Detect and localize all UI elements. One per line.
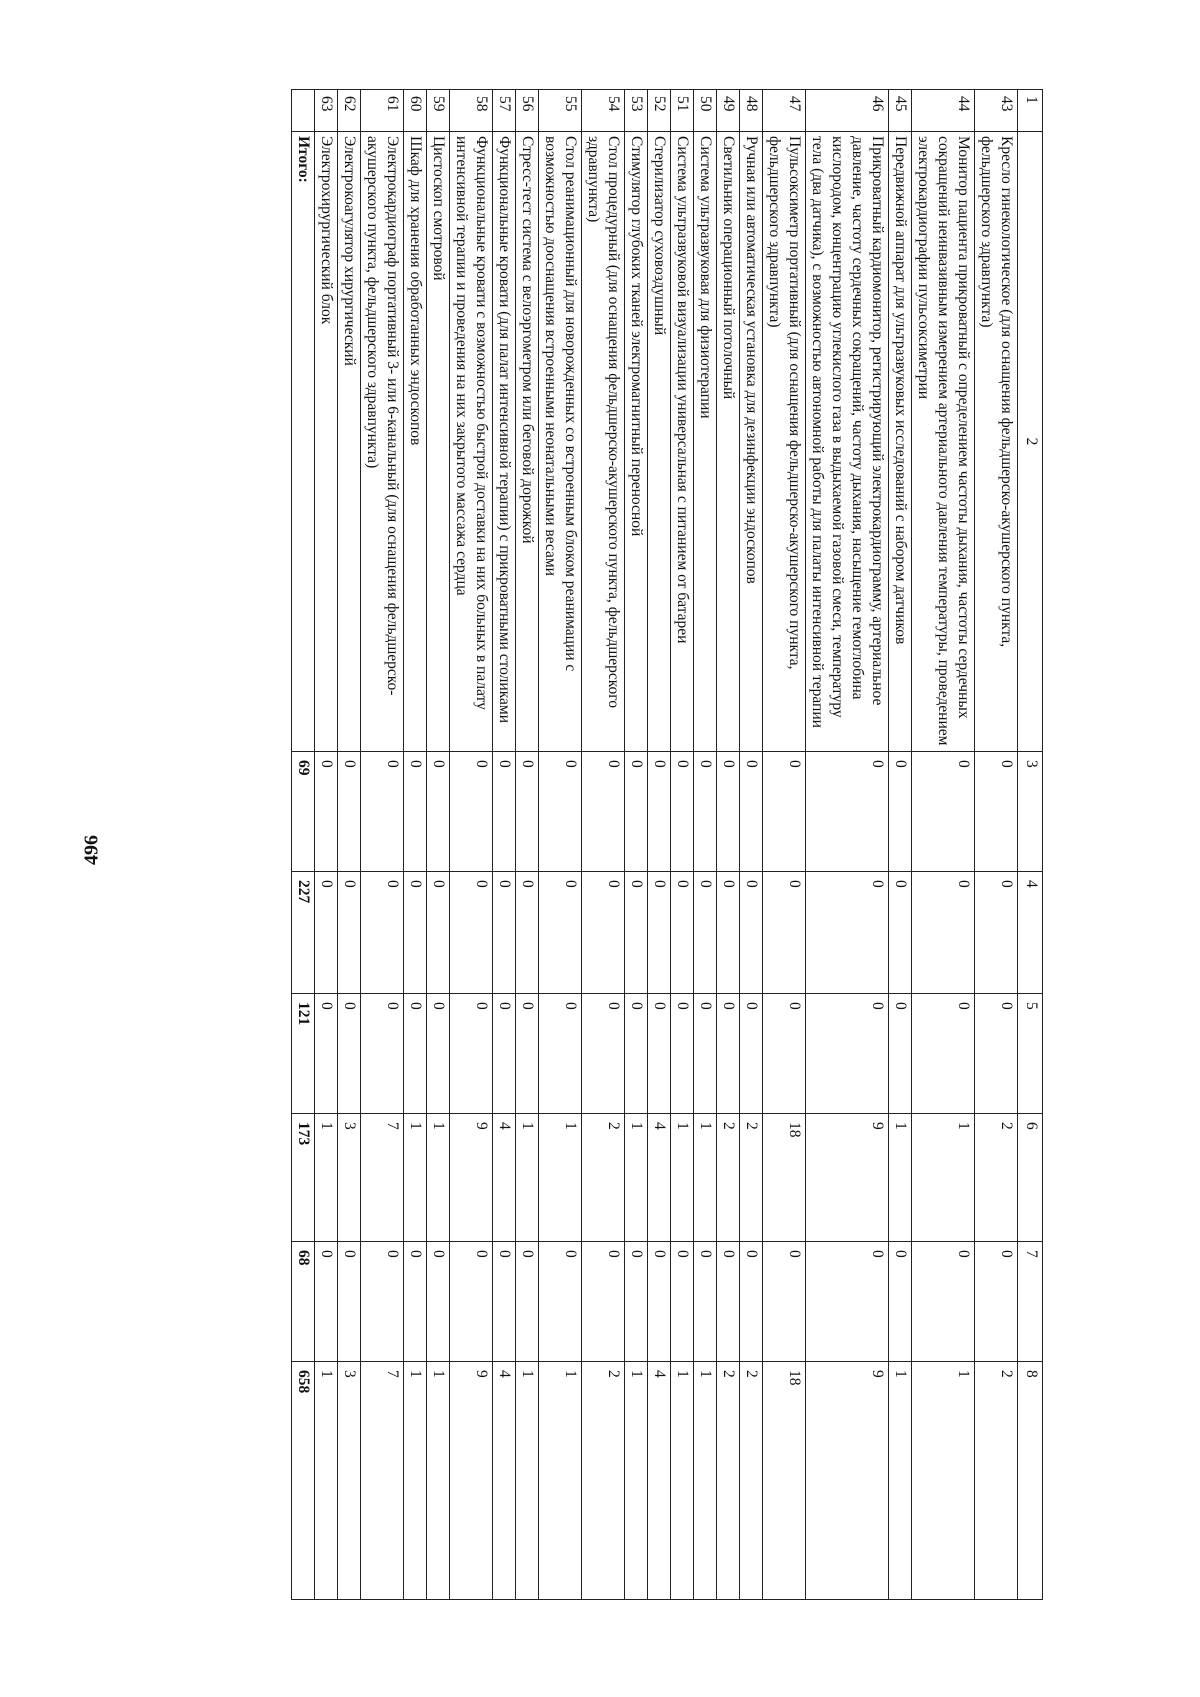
row-value-cell: 0 [694,752,717,872]
row-value-cell: 0 [315,1242,338,1362]
row-value-cell: 1 [912,1114,975,1242]
row-value-cell: 0 [740,872,763,994]
row-value-cell: 0 [740,1242,763,1362]
row-value-cell: 0 [493,994,516,1114]
row-value-cell: 0 [625,872,648,994]
row-name-cell: Светильник операционный потолочный [717,132,740,752]
row-value-cell: 0 [648,994,671,1114]
table-row [889,90,912,1600]
table-row [427,90,450,1600]
row-number-cell: 50 [694,90,717,132]
row-name-cell: Стресс-тест система с велоэргометром или беговой дорожкой [516,132,539,752]
row-value-cell: 0 [625,994,648,1114]
row-value-cell: 4 [493,1362,516,1600]
row-value-cell: 0 [694,872,717,994]
row-value-cell: 0 [648,1242,671,1362]
row-value-cell: 1 [889,1114,912,1242]
row-value-cell: 0 [625,1242,648,1362]
table-row [625,90,648,1600]
table-row [404,90,427,1600]
row-name-cell: Электрокардиограф портативный 3- или 6-канальный (для оснащения фельдшерско-акушерского пункта, фельдшерского здравпункта) [361,132,404,752]
row-value-cell: 0 [493,872,516,994]
table-row [493,90,516,1600]
header-cell: 5 [1018,994,1043,1114]
row-value-cell: 0 [671,994,694,1114]
table-row [315,90,338,1600]
row-value-cell: 0 [975,872,1018,994]
row-value-cell: 0 [806,994,889,1114]
row-number-cell: 60 [404,90,427,132]
row-value-cell: 0 [694,994,717,1114]
row-value-cell: 0 [717,872,740,994]
row-number-cell: 51 [671,90,694,132]
row-value-cell: 0 [427,752,450,872]
table-row [671,90,694,1600]
row-name-cell: Цистоскоп смотровой [427,132,450,752]
row-number-cell: 63 [315,90,338,132]
row-value-cell: 0 [975,1242,1018,1362]
header-cell: 1 [1018,90,1043,132]
row-number-cell: 46 [806,90,889,132]
row-name-cell: Пульсоксиметр портативный (для оснащения фельдшерско-акушерского пункта, фельдшерского здравпункта) [763,132,806,752]
row-number-cell: 52 [648,90,671,132]
row-value-cell: 0 [625,752,648,872]
row-value-cell: 0 [427,1242,450,1362]
total-value-cell: 227 [292,872,315,994]
row-value-cell: 0 [361,994,404,1114]
total-value-cell: 173 [292,1114,315,1242]
row-number-cell: 59 [427,90,450,132]
row-value-cell: 0 [717,994,740,1114]
row-name-cell: Система ультразвуковой визуализации универсальная с питанием от батареи [671,132,694,752]
row-number-cell: 56 [516,90,539,132]
row-value-cell: 2 [740,1362,763,1600]
row-name-cell: Монитор пациента прикроватный с определением частоты дыхания, частоты сердечных сокращений неинвазивным измерением артериального давления температуры, проведением электрокардиографии пульсоксиметрии [912,132,975,752]
row-name-cell: Функциональные кровати (для палат интенсивной терапии) с прикроватными столиками [493,132,516,752]
total-value-cell: 68 [292,1242,315,1362]
row-name-cell: Шкаф для хранения обработанных эндоскопов [404,132,427,752]
row-value-cell: 0 [361,872,404,994]
table-row [450,90,493,1600]
row-value-cell: 0 [648,752,671,872]
row-value-cell: 2 [582,1362,625,1600]
row-number-cell: 45 [889,90,912,132]
row-value-cell: 2 [717,1114,740,1242]
row-value-cell: 18 [763,1114,806,1242]
row-value-cell: 0 [889,1242,912,1362]
row-value-cell: 0 [516,1242,539,1362]
equipment-table [291,89,1043,1600]
row-value-cell: 1 [625,1114,648,1242]
header-row [1018,90,1043,1600]
row-value-cell: 0 [315,752,338,872]
table-body [292,90,1043,1600]
row-value-cell: 0 [717,752,740,872]
row-name-cell: Стерилизатор суховоздушный [648,132,671,752]
table-row [694,90,717,1600]
row-value-cell: 0 [889,752,912,872]
row-value-cell: 0 [582,872,625,994]
row-number-cell: 58 [450,90,493,132]
row-value-cell: 0 [450,994,493,1114]
row-value-cell: 1 [427,1362,450,1600]
row-value-cell: 1 [315,1362,338,1600]
row-value-cell: 0 [975,752,1018,872]
table-row [582,90,625,1600]
row-name-cell: Стол реанимационный для новорожденных со встроенным блоком реанимации с возможностью дооснащения встроенными неонатальными весами [539,132,582,752]
row-name-cell: Система ультразвуковая для физиотерапии [694,132,717,752]
row-value-cell: 0 [671,1242,694,1362]
row-value-cell: 0 [516,752,539,872]
row-name-cell: Ручная или автоматическая установка для дезинфекции эндоскопов [740,132,763,752]
row-value-cell: 4 [493,1114,516,1242]
row-number-cell: 54 [582,90,625,132]
row-number-cell: 49 [717,90,740,132]
row-value-cell: 0 [717,1242,740,1362]
row-value-cell: 9 [806,1362,889,1600]
row-name-cell: Электрокоагулятор хирургический [338,132,361,752]
row-value-cell: 2 [740,1114,763,1242]
row-value-cell: 0 [539,994,582,1114]
row-value-cell: 0 [912,1242,975,1362]
total-value-cell: 69 [292,752,315,872]
row-value-cell: 0 [763,752,806,872]
table-row [648,90,671,1600]
row-name-cell: Функциональные кровати с возможностью быстрой доставки на них больных в палату интенсивной терапии и проведения на них закрытого массажа сердца [450,132,493,752]
row-value-cell: 0 [427,994,450,1114]
row-value-cell: 0 [539,872,582,994]
row-value-cell: 1 [671,1362,694,1600]
row-value-cell: 0 [404,994,427,1114]
row-number-cell: 47 [763,90,806,132]
row-value-cell: 0 [671,872,694,994]
row-value-cell: 9 [806,1114,889,1242]
row-value-cell: 1 [625,1362,648,1600]
row-name-cell: Электрохирургический блок [315,132,338,752]
row-value-cell: 1 [912,1362,975,1600]
header-cell: 6 [1018,1114,1043,1242]
row-value-cell: 0 [404,872,427,994]
header-cell: 8 [1018,1362,1043,1600]
page-number: 496 [80,835,103,865]
row-value-cell: 0 [671,752,694,872]
total-value-cell: 658 [292,1362,315,1600]
row-value-cell: 7 [361,1362,404,1600]
row-value-cell: 0 [806,872,889,994]
row-value-cell: 0 [582,994,625,1114]
row-value-cell: 0 [493,1242,516,1362]
row-number-cell: 44 [912,90,975,132]
table-row [806,90,889,1600]
table-row [717,90,740,1600]
table-row [338,90,361,1600]
row-value-cell: 1 [315,1114,338,1242]
row-value-cell: 0 [404,1242,427,1362]
row-number-cell: 43 [975,90,1018,132]
row-value-cell: 0 [338,994,361,1114]
table-row [539,90,582,1600]
row-value-cell: 1 [404,1114,427,1242]
row-value-cell: 0 [912,872,975,994]
row-value-cell: 0 [889,872,912,994]
row-value-cell: 0 [338,1242,361,1362]
row-value-cell: 0 [315,994,338,1114]
header-cell: 7 [1018,1242,1043,1362]
table-row [975,90,1018,1600]
table-row [361,90,404,1600]
row-value-cell: 0 [582,752,625,872]
row-value-cell: 0 [763,994,806,1114]
row-value-cell: 0 [806,752,889,872]
row-value-cell: 0 [694,1242,717,1362]
row-value-cell: 0 [539,752,582,872]
total-value-cell: 121 [292,994,315,1114]
row-value-cell: 0 [516,872,539,994]
row-name-cell: Стол процедурный (для оснащения фельдшерско-акушерского пункта, фельдшерского здравпункта) [582,132,625,752]
row-value-cell: 1 [694,1114,717,1242]
row-number-cell: 48 [740,90,763,132]
row-value-cell: 9 [450,1114,493,1242]
row-value-cell: 0 [740,752,763,872]
row-name-cell: Кресло гинекологическое (для оснащения фельдшерско-акушерского пункта, фельдшерского здравпункта) [975,132,1018,752]
row-value-cell: 0 [763,872,806,994]
row-value-cell: 0 [912,994,975,1114]
table-row [516,90,539,1600]
row-value-cell: 0 [539,1242,582,1362]
row-value-cell: 0 [315,872,338,994]
row-value-cell: 0 [404,752,427,872]
row-value-cell: 1 [516,1114,539,1242]
header-cell: 4 [1018,872,1043,994]
row-value-cell: 0 [889,994,912,1114]
row-value-cell: 7 [361,1114,404,1242]
row-value-cell: 9 [450,1362,493,1600]
table-row [912,90,975,1600]
row-value-cell: 2 [582,1114,625,1242]
row-value-cell: 4 [648,1362,671,1600]
row-name-cell: Прикроватный кардиомонитор, регистрирующий электрокардиограмму, артериальное давление, частоту сердечных сокращений, частоту дыхания, насыщение гемоглобина кислородом, концентрацию углекислого газа в выдыхаемой газовой смеси, температуру тела (два датчика), с возможностью автономной работы для палаты интенсивной терапии [806,132,889,752]
row-value-cell: 0 [338,752,361,872]
row-value-cell: 1 [539,1114,582,1242]
row-value-cell: 4 [648,1114,671,1242]
total-label-cell: Итого: [292,132,315,752]
rotated-table-wrapper [183,89,1043,1599]
row-value-cell: 0 [648,872,671,994]
row-value-cell: 0 [493,752,516,872]
row-value-cell: 0 [427,872,450,994]
table-row [740,90,763,1600]
row-name-cell: Стимулятор глубоких тканей электромагнитный переносной [625,132,648,752]
row-number-cell: 53 [625,90,648,132]
row-value-cell: 2 [717,1362,740,1600]
row-value-cell: 0 [516,994,539,1114]
row-value-cell: 0 [582,1242,625,1362]
row-value-cell: 1 [404,1362,427,1600]
row-number-cell: 57 [493,90,516,132]
header-cell: 2 [1018,132,1043,752]
row-number-cell: 61 [361,90,404,132]
row-value-cell: 0 [975,994,1018,1114]
row-value-cell: 1 [671,1114,694,1242]
row-value-cell: 0 [740,994,763,1114]
row-value-cell: 0 [361,752,404,872]
total-row [292,90,315,1600]
row-value-cell: 0 [338,872,361,994]
row-value-cell: 1 [427,1114,450,1242]
row-value-cell: 0 [361,1242,404,1362]
row-number-cell: 55 [539,90,582,132]
row-value-cell: 0 [763,1242,806,1362]
row-number-cell: 62 [338,90,361,132]
row-value-cell: 0 [806,1242,889,1362]
row-value-cell: 0 [912,752,975,872]
row-value-cell: 1 [539,1362,582,1600]
row-value-cell: 0 [450,752,493,872]
total-number-cell [292,90,315,132]
row-value-cell: 3 [338,1362,361,1600]
row-value-cell: 2 [975,1362,1018,1600]
row-name-cell: Передвижной аппарат для ультразвуковых исследований с набором датчиков [889,132,912,752]
row-value-cell: 0 [450,1242,493,1362]
row-value-cell: 18 [763,1362,806,1600]
table-row [763,90,806,1600]
row-value-cell: 1 [889,1362,912,1600]
row-value-cell: 1 [516,1362,539,1600]
row-value-cell: 2 [975,1114,1018,1242]
header-cell: 3 [1018,752,1043,872]
row-value-cell: 3 [338,1114,361,1242]
row-value-cell: 0 [450,872,493,994]
row-value-cell: 1 [694,1362,717,1600]
